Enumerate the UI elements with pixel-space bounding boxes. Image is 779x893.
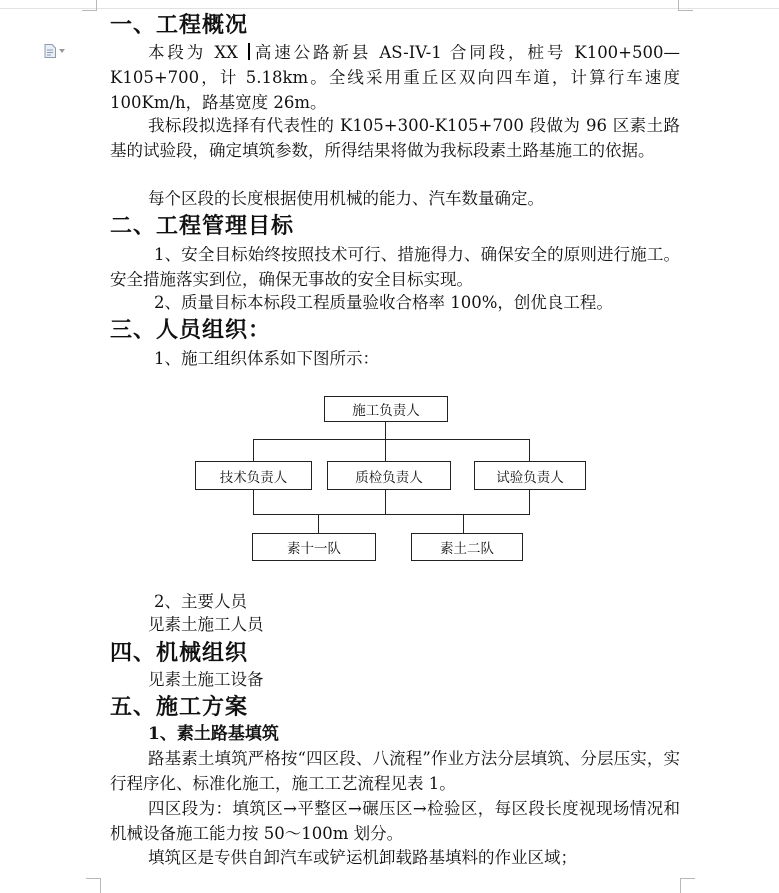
org-node-team-2: 素土二队 <box>411 533 523 561</box>
margin-mark-top-left <box>82 0 97 11</box>
section-5-subheading-1: 1、素土路基填筑 <box>148 724 279 744</box>
page-top-edge <box>0 8 779 9</box>
document-icon <box>44 44 56 58</box>
section-1-paragraph-2: 我标段拟选择有代表性的 K105+300-K105+700 段做为 96 区素土路基的试验段，确定填筑参数，所得结果将做为我标段素土路基施工的依据。 <box>110 116 680 160</box>
connector-line <box>529 439 530 461</box>
margin-mark-top-right <box>678 0 693 11</box>
connector-line <box>385 490 386 515</box>
connector-line <box>385 439 386 461</box>
section-4-heading: 四、机械组织 <box>110 640 249 666</box>
org-node-testing-lead: 试验负责人 <box>474 461 586 490</box>
section-5-paragraph-1: 路基素土填筑严格按“四区段、八流程”作业方法分层填筑、分层压实，实行程序化、标准化施工，施工工艺流程见表 1。 <box>110 749 680 793</box>
connector-line <box>318 514 319 534</box>
section-1-paragraph-1 <box>110 40 680 115</box>
paragraph-options-button[interactable] <box>44 44 65 58</box>
connector-line <box>385 422 386 440</box>
section-3-paragraph-3: 见素土施工人员 <box>148 615 264 634</box>
org-node-team-1: 素十一队 <box>252 533 376 561</box>
paragraph-text-start: 本段为 XX <box>148 43 246 62</box>
org-node-technical-lead: 技术负责人 <box>195 461 312 490</box>
section-2-heading: 二、工程管理目标 <box>110 213 295 239</box>
org-node-construction-lead: 施工负责人 <box>324 396 448 422</box>
section-3-paragraph-1: 1、施工组织体系如下图所示： <box>154 349 379 368</box>
section-5-paragraph-2: 四区段为：填筑区→平整区→碾压区→检验区，每区段长度视现场情况和机械设备施工能力按 50～100m 划分。 <box>110 799 680 843</box>
section-1-heading: 一、工程概况 <box>110 12 249 38</box>
section-3-heading: 三、人员组织： <box>110 317 272 343</box>
paragraph-text-rest: 高速公路新县 AS-IV-1 合同段，桩号 K100+500—K105+700，计 5.18km。全线采用重丘区双向四车道，计算行车速度 100Km/h，路基宽度 26m。 <box>110 43 681 112</box>
section-1-paragraph-3: 每个区段的长度根据使用机械的能力、汽车数量确定。 <box>148 189 544 208</box>
connector-line <box>253 439 530 440</box>
text-cursor <box>248 43 250 60</box>
section-5-paragraph-3: 填筑区是专供自卸汽车或铲运机卸载路基填料的作业区域； <box>148 848 577 867</box>
connector-line <box>253 439 254 461</box>
connector-line <box>529 490 530 515</box>
org-node-quality-lead: 质检负责人 <box>327 461 451 490</box>
section-2-paragraph-1: 1、安全目标始终按照技术可行、措施得力、确保安全的原则进行施工。安全措施落实到位，确保无事故的安全目标实现。 <box>110 245 680 289</box>
section-4-paragraph-1: 见素土施工设备 <box>148 670 264 689</box>
section-3-paragraph-2: 2、主要人员 <box>154 592 247 611</box>
connector-line <box>463 514 464 534</box>
section-5-heading: 五、施工方案 <box>110 694 249 720</box>
connector-line <box>253 514 530 515</box>
chevron-down-icon <box>59 49 65 53</box>
connector-line <box>253 490 254 515</box>
section-2-paragraph-2: 2、质量目标本标段工程质量验收合格率 100%，创优良工程。 <box>154 293 613 312</box>
